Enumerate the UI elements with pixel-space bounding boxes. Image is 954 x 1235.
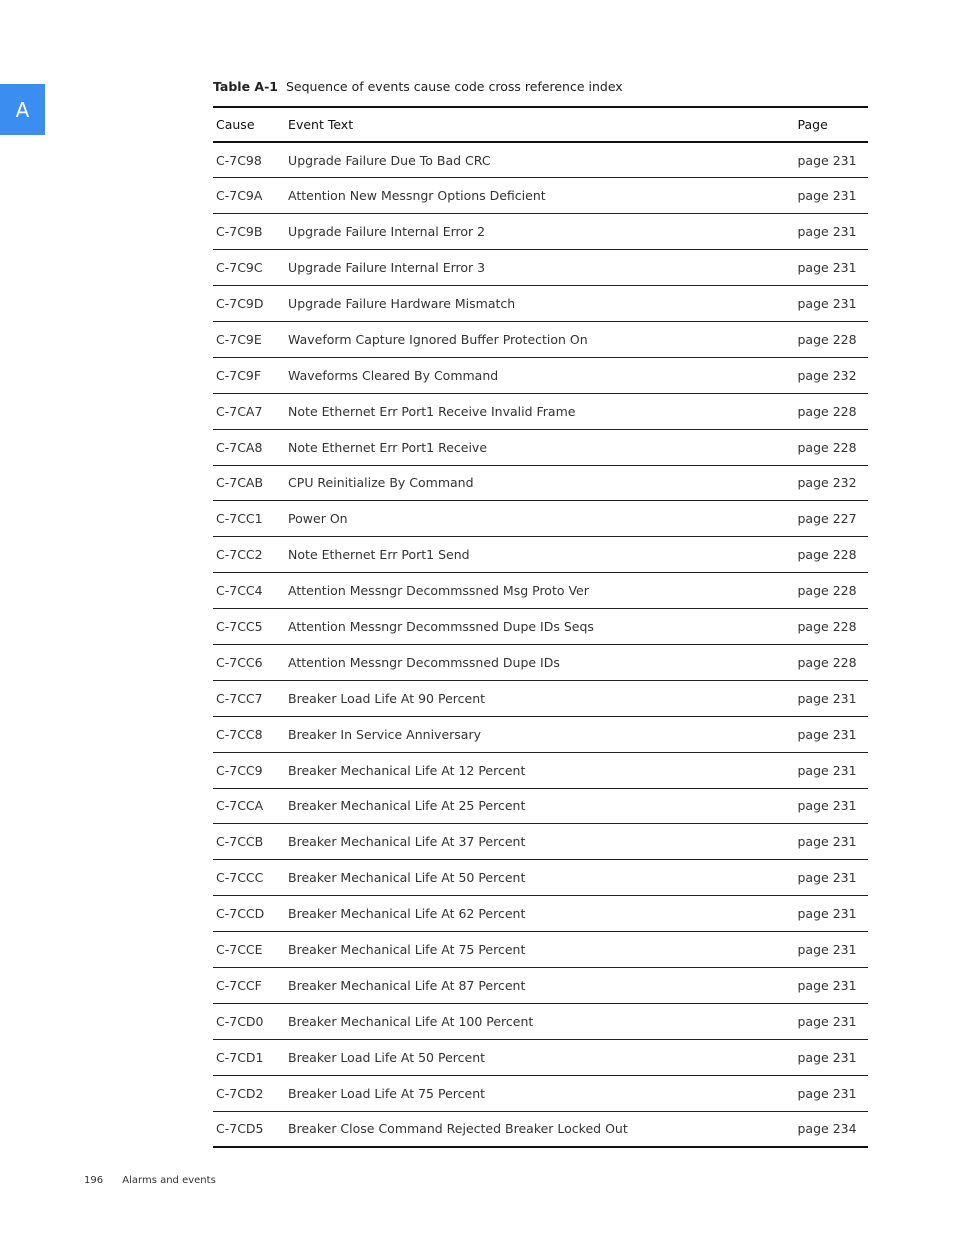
page-ref-cell: page 231 <box>797 798 857 814</box>
event-text-cell: Breaker In Service Anniversary <box>288 726 481 742</box>
table-caption-text: Sequence of events cause code cross reference index <box>285 79 623 94</box>
table-body <box>213 142 868 1147</box>
page-ref-cell: page 227 <box>797 511 857 527</box>
cause-cell: C-7CAB <box>216 475 264 491</box>
cause-cell: C-7CD0 <box>216 1013 264 1029</box>
event-text-cell: Waveform Capture Ignored Buffer Protection On <box>288 331 588 347</box>
cause-cell: C-7C9F <box>216 367 262 383</box>
cause-cell: C-7CC7 <box>216 690 263 706</box>
page-ref-cell: page 231 <box>797 762 857 778</box>
table-row <box>213 644 868 680</box>
page-ref-cell: page 232 <box>797 475 857 491</box>
table-row <box>213 680 868 716</box>
page-ref-cell: page 231 <box>797 726 857 742</box>
table-row <box>213 501 868 537</box>
header-row <box>213 107 868 142</box>
page-ref-cell: page 228 <box>797 331 857 347</box>
event-text-cell: Waveforms Cleared By Command <box>288 367 499 383</box>
event-text-cell: Note Ethernet Err Port1 Send <box>288 547 470 563</box>
table-row <box>213 1003 868 1039</box>
cause-cell: C-7CCE <box>216 942 263 958</box>
cause-cell: C-7CC8 <box>216 726 263 742</box>
header-page: Page <box>797 117 828 132</box>
cause-cell: C-7CC2 <box>216 547 263 563</box>
cause-cell: C-7C9C <box>216 260 263 276</box>
page-ref-cell: page 228 <box>797 439 857 455</box>
table-row <box>213 286 868 322</box>
table-row <box>213 178 868 214</box>
cause-cell: C-7CD2 <box>216 1085 264 1101</box>
page-ref-cell: page 228 <box>797 583 857 599</box>
table-row <box>213 932 868 968</box>
table-row <box>213 142 868 178</box>
cause-cell: C-7C9E <box>216 331 262 347</box>
table-row <box>213 393 868 429</box>
event-text-cell: Breaker Mechanical Life At 50 Percent <box>288 870 526 886</box>
cause-cell: C-7CC4 <box>216 583 263 599</box>
appendix-tab-marker: A <box>0 84 45 135</box>
page-ref-cell: page 234 <box>797 1121 857 1137</box>
page-ref-cell: page 231 <box>797 834 857 850</box>
table-row <box>213 429 868 465</box>
cause-cell: C-7CCA <box>216 798 264 814</box>
page-ref-cell: page 231 <box>797 1013 857 1029</box>
table-caption <box>213 79 623 94</box>
table-caption-label: Table A-1 <box>213 79 278 94</box>
page-ref-cell: page 231 <box>797 977 857 993</box>
page-ref-cell: page 231 <box>797 152 857 168</box>
cause-cell: C-7CC9 <box>216 762 263 778</box>
page-ref-cell: page 228 <box>797 619 857 635</box>
header-event-text: Event Text <box>288 117 354 132</box>
page-ref-cell: page 232 <box>797 367 857 383</box>
cause-cell: C-7CC1 <box>216 511 263 527</box>
table-row <box>213 321 868 357</box>
cause-code-table <box>213 106 868 1148</box>
page-ref-cell: page 231 <box>797 690 857 706</box>
event-text-cell: Attention New Messngr Options Deficient <box>288 188 546 204</box>
table-row <box>213 967 868 1003</box>
event-text-cell: Breaker Mechanical Life At 75 Percent <box>288 942 526 958</box>
page-footer <box>84 1175 216 1186</box>
cause-cell: C-7CD1 <box>216 1049 264 1065</box>
event-text-cell: Breaker Mechanical Life At 62 Percent <box>288 906 526 922</box>
event-text-cell: Note Ethernet Err Port1 Receive Invalid Frame <box>288 403 576 419</box>
cause-cell: C-7CCC <box>216 870 264 886</box>
event-text-cell: Power On <box>288 511 348 527</box>
page-ref-cell: page 231 <box>797 224 857 240</box>
cause-cell: C-7C9A <box>216 188 263 204</box>
event-text-cell: Attention Messngr Decommssned Dupe IDs Seqs <box>288 619 594 635</box>
cause-cell: C-7C9B <box>216 224 263 240</box>
table-row <box>213 788 868 824</box>
event-text-cell: Note Ethernet Err Port1 Receive <box>288 439 488 455</box>
event-text-cell: Attention Messngr Decommssned Msg Proto Ver <box>288 583 589 599</box>
cause-cell: C-7CCB <box>216 834 264 850</box>
table-row <box>213 896 868 932</box>
cause-cell: C-7CC5 <box>216 619 263 635</box>
event-text-cell: CPU Reinitialize By Command <box>288 475 474 491</box>
table-row <box>213 250 868 286</box>
page-ref-cell: page 228 <box>797 654 857 670</box>
event-text-cell: Attention Messngr Decommssned Dupe IDs <box>288 654 560 670</box>
cause-cell: C-7C9D <box>216 296 264 311</box>
page-ref-cell: page 228 <box>797 547 857 563</box>
table-row <box>213 537 868 573</box>
event-text-cell: Upgrade Failure Due To Bad CRC <box>288 152 491 168</box>
event-text-cell: Upgrade Failure Internal Error 3 <box>288 260 486 276</box>
event-text-cell: Breaker Load Life At 90 Percent <box>288 690 486 706</box>
header-cause: Cause <box>216 117 255 132</box>
table-row <box>213 609 868 645</box>
cause-cell: C-7CCF <box>216 977 262 993</box>
page-ref-cell: page 231 <box>797 296 857 311</box>
event-text-cell: Breaker Mechanical Life At 87 Percent <box>288 977 526 993</box>
event-text-cell: Upgrade Failure Internal Error 2 <box>288 224 486 240</box>
event-text-cell: Breaker Mechanical Life At 12 Percent <box>288 762 526 778</box>
page-ref-cell: page 231 <box>797 260 857 276</box>
cause-cell: C-7C98 <box>216 152 262 168</box>
footer-section-title: Alarms and events <box>122 1175 216 1186</box>
table-row <box>213 716 868 752</box>
page-ref-cell: page 231 <box>797 870 857 886</box>
table-row <box>213 1039 868 1075</box>
table-row <box>213 824 868 860</box>
page-ref-cell: page 231 <box>797 1049 857 1065</box>
page-ref-cell: page 228 <box>797 403 857 419</box>
table-row <box>213 357 868 393</box>
event-text-cell: Breaker Mechanical Life At 25 Percent <box>288 798 526 814</box>
table-row <box>213 465 868 501</box>
table-row <box>213 573 868 609</box>
footer-page-number: 196 <box>84 1175 104 1186</box>
page-ref-cell: page 231 <box>797 188 857 204</box>
table-header <box>213 107 868 142</box>
cause-cell: C-7CA7 <box>216 403 263 419</box>
page-ref-cell: page 231 <box>797 942 857 958</box>
page-ref-cell: page 231 <box>797 906 857 922</box>
table-row <box>213 752 868 788</box>
table-row <box>213 1075 868 1111</box>
event-text-cell: Breaker Mechanical Life At 37 Percent <box>288 834 526 850</box>
page-ref-cell: page 231 <box>797 1085 857 1101</box>
event-text-cell: Breaker Load Life At 50 Percent <box>288 1049 486 1065</box>
event-text-cell: Breaker Mechanical Life At 100 Percent <box>288 1013 534 1029</box>
table-row <box>213 214 868 250</box>
table-row <box>213 860 868 896</box>
cause-cell: C-7CC6 <box>216 654 263 670</box>
table-row <box>213 1111 868 1147</box>
cause-cell: C-7CCD <box>216 906 265 922</box>
event-text-cell: Breaker Close Command Rejected Breaker Locked Out <box>288 1121 628 1137</box>
event-text-cell: Breaker Load Life At 75 Percent <box>288 1085 486 1101</box>
cause-cell: C-7CA8 <box>216 439 263 455</box>
event-text-cell: Upgrade Failure Hardware Mismatch <box>288 296 516 311</box>
cause-cell: C-7CD5 <box>216 1121 264 1137</box>
